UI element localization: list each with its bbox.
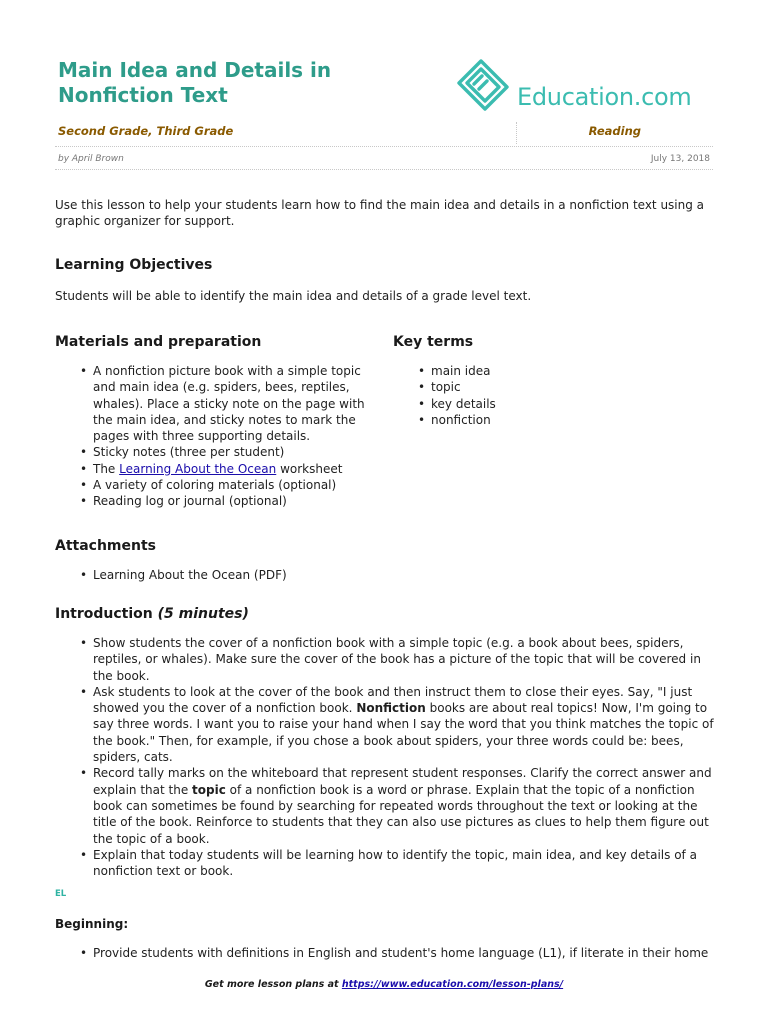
list-item: • key details — [393, 396, 653, 412]
publish-date: July 13, 2018 — [650, 154, 710, 164]
keyword-topic: topic — [192, 782, 226, 797]
list-item-text: of a nonfiction book is a word or phrase. Explain that the topic of a nonfiction book can sometimes be found by searching for repeated words throughout the text or looking at the title of the book. Reinforce to students that they can also use pictures as clues to help them figure out the topic of a book. — [93, 782, 709, 846]
list-item: • Provide students with definitions in English and student's home language (L1), if literate in their home — [55, 945, 715, 961]
list-item-text: worksheet — [276, 461, 343, 476]
beginning-heading: Beginning: — [55, 917, 129, 931]
grade-subject-row — [55, 120, 713, 147]
list-item-text: Ask students to look at the cover of the book and then instruct them to close their eyes. Say, "I just showed you the cover of a nonfiction book. — [93, 684, 693, 716]
page-title: Main Idea and Details in Nonfiction Text — [58, 58, 332, 107]
list-item-text: Explain that today students will be learning how to identify the topic, main idea, and key details of a nonfiction text or book. — [93, 847, 697, 879]
introduction-heading — [55, 606, 249, 622]
grade-levels: Second Grade, Third Grade — [58, 124, 234, 138]
key-terms-heading: Key terms — [393, 334, 474, 350]
attachment-item[interactable]: • Learning About the Ocean (PDF) — [55, 567, 655, 583]
list-item-text: A variety of coloring materials (optional) — [93, 478, 337, 493]
lesson-plans-link[interactable]: https://www.education.com/lesson-plans/ — [341, 979, 564, 990]
keyword-nonfiction: Nonfiction — [356, 701, 426, 716]
list-item: • nonfiction — [393, 412, 653, 428]
objectives-heading: Learning Objectives — [55, 257, 213, 273]
logo-pencil-icon — [455, 57, 511, 111]
list-item: • main idea — [393, 363, 653, 379]
list-item-text: Record tally marks on the whiteboard that represent student responses. Clarify the correct answer and explain that the — [93, 766, 712, 797]
list-item — [55, 635, 715, 684]
el-tag: EL — [55, 889, 67, 899]
logo-wordmark: Education.com — [517, 83, 692, 111]
footer — [0, 979, 768, 990]
list-item-text: books are about real topics! Now, I'm going to say three words. I want you to raise your hand when I say the word that you think matches the topic of the book." Then, for example, if you chose a book about spiders, your three words could be: bees, spiders, cats. — [93, 701, 714, 765]
list-item: • topic — [393, 379, 653, 395]
list-item-text: Reading log or journal (optional) — [93, 494, 287, 509]
introduction-title: Introduction — [55, 606, 153, 622]
list-item — [55, 684, 715, 765]
key-terms-list — [393, 363, 653, 428]
list-item-text: Sticky notes (three per student) — [93, 445, 285, 460]
attachments-list — [55, 567, 655, 583]
author-date-row — [55, 150, 713, 170]
beginning-list — [55, 945, 715, 961]
list-item — [55, 765, 715, 846]
divider — [516, 122, 517, 144]
list-item — [55, 493, 365, 509]
lesson-summary: Use this lesson to help your students learn how to find the main idea and details in a nonfiction text using a graphic organizer for support. — [55, 198, 705, 229]
materials-heading: Materials and preparation — [55, 334, 262, 350]
list-item — [55, 444, 365, 460]
attachments-heading: Attachments — [55, 538, 157, 554]
list-item-text: Show students the cover of a nonfiction book with a simple topic (e.g. a book about bees, spiders, reptiles, or whales). Make sure the cover of the book has a picture of the topic that will be covered in the book. — [93, 636, 701, 683]
worksheet-link[interactable]: Learning About the Ocean — [119, 461, 277, 476]
list-item-text: A nonfiction picture book with a simple topic and main idea (e.g. spiders, bees, reptiles, whales). Place a sticky note on the page with the main idea, and sticky notes to mark the pages with three supporting details. — [93, 364, 365, 444]
list-item — [55, 461, 365, 477]
introduction-steps-list — [55, 635, 715, 879]
list-item — [55, 847, 715, 880]
list-item — [55, 363, 365, 444]
author-byline: by April Brown — [58, 154, 124, 164]
footer-text: Get more lesson plans at — [204, 979, 342, 990]
objectives-text: Students will be able to identify the main idea and details of a grade level text. — [55, 289, 532, 303]
list-item-text: The — [93, 461, 120, 476]
introduction-duration: (5 minutes) — [157, 606, 249, 622]
subject-label: Reading — [588, 124, 641, 138]
materials-list — [55, 363, 365, 510]
education-com-logo[interactable] — [455, 55, 715, 113]
list-item — [55, 477, 365, 493]
